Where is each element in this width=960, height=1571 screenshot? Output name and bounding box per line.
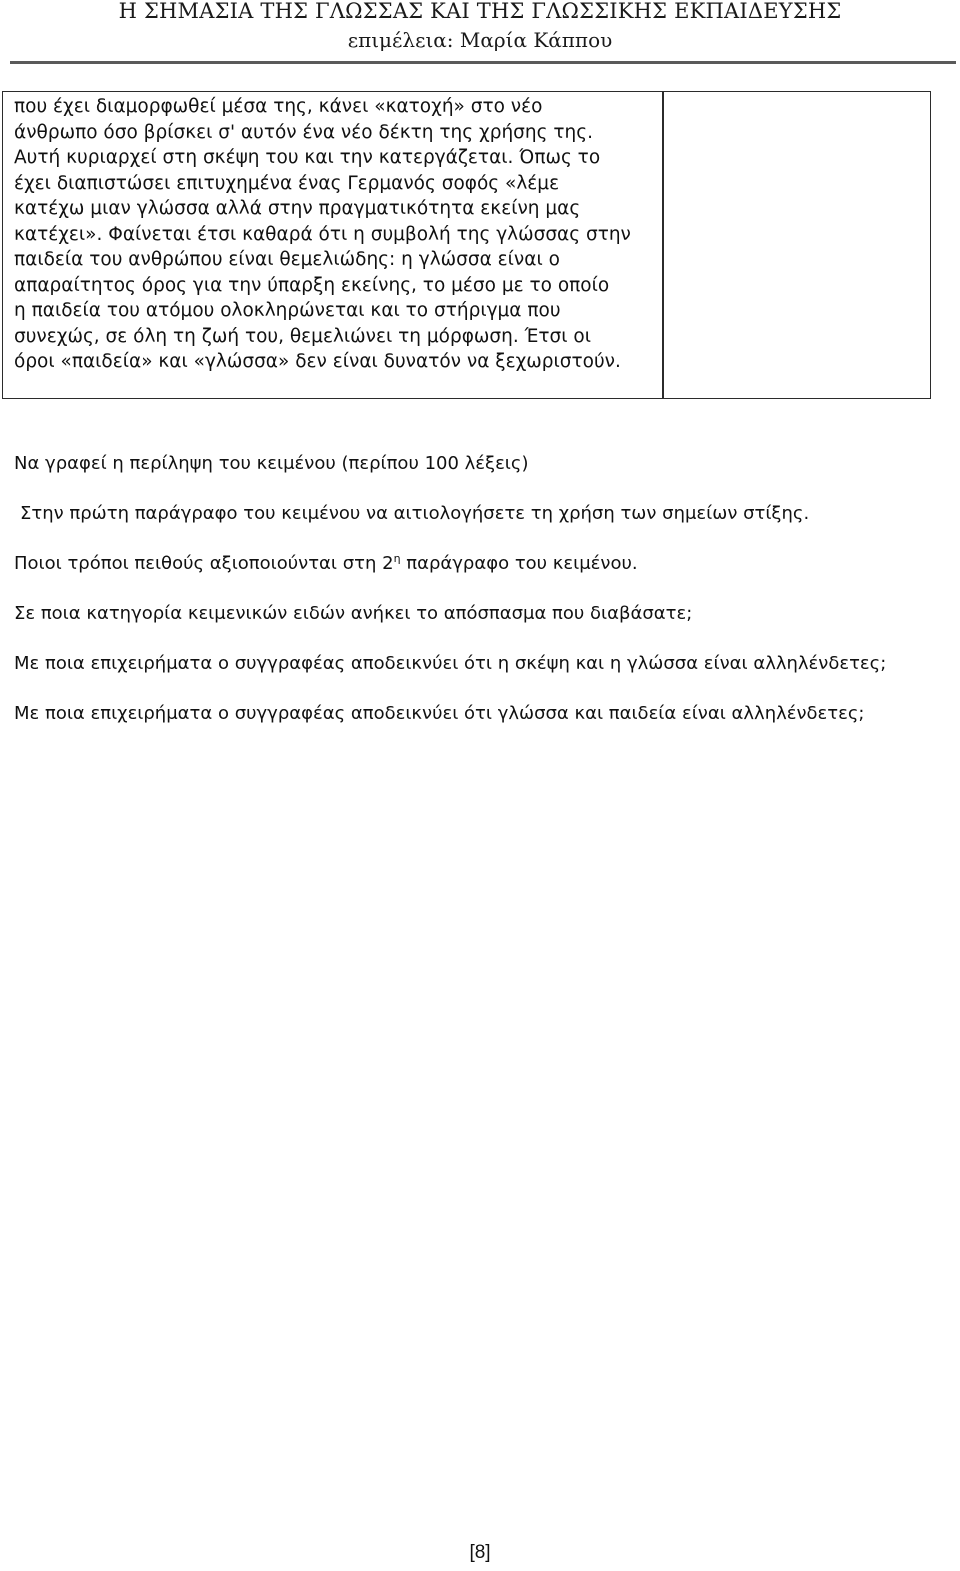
passage-line: η παιδεία του ατόμου ολοκληρώνεται και το στήριγμα που <box>14 300 561 321</box>
passage-line: Αυτή κυριαρχεί στη σκέψη του και την κατεργάζεται. Όπως το <box>14 147 601 168</box>
header-subtitle: επιμέλεια: Μαρία Κάππου <box>347 28 613 52</box>
passage-line: όροι «παιδεία» και «γλώσσα» δεν είναι δυνατόν να ξεχωριστούν. <box>14 351 621 372</box>
passage-line: που έχει διαμορφωθεί μέσα της, κάνει «κατοχή» στο νέο <box>14 96 543 117</box>
table-column-divider <box>662 92 664 398</box>
passage-line: κατέχει». Φαίνεται έτσι καθαρά ότι η συμβολή της γλώσσας στην <box>14 223 631 245</box>
page-number: [8] <box>469 1542 491 1563</box>
question-language-education: Με ποια επιχειρήματα ο συγγραφέας αποδεικνύει ότι γλώσσα και παιδεία είναι αλληλένδετες; <box>14 703 865 724</box>
question-persuasion <box>14 552 638 576</box>
question-persuasion-before: Ποιοι τρόποι πειθούς αξιοποιούνται στη 2 <box>14 553 394 574</box>
question-persuasion-superscript: η <box>393 552 401 565</box>
header-title: Η ΣΗΜΑΣΙΑ ΤΗΣ ΓΛΩΣΣΑΣ ΚΑΙ ΤΗΣ ΓΛΩΣΣΙΚΗΣ ΕΚΠΑΙΔΕΥΣΗΣ <box>118 0 842 23</box>
question-punctuation: Στην πρώτη παράγραφο του κειμένου να αιτιολογήσετε τη χρήση των σημείων στίξης. <box>20 503 810 524</box>
question-summary: Να γραφεί η περίληψη του κειμένου (περίπου 100 λέξεις) <box>14 453 529 474</box>
passage-line: συνεχώς, σε όλη τη ζωή του, θεμελιώνει τη μόρφωση. Έτσι οι <box>14 325 591 347</box>
passage-table <box>2 91 931 399</box>
header-divider <box>10 61 956 64</box>
passage-line: απαραίτητος όρος για την ύπαρξη εκείνης, το μέσο με το οποίο <box>14 274 610 296</box>
question-persuasion-after: παράγραφο του κειμένου. <box>400 553 638 574</box>
passage-text-cell <box>14 94 654 375</box>
passage-line: κατέχω μιαν γλώσσα αλλά στην πραγματικότητα εκείνη μας <box>14 198 581 219</box>
question-genre: Σε ποια κατηγορία κειμενικών ειδών ανήκει το απόσπασμα που διαβάσατε; <box>14 603 693 624</box>
passage-line: άνθρωπο όσο βρίσκει σ' αυτόν ένα νέο δέκτη της χρήσης της. <box>14 121 593 143</box>
question-thought-language: Με ποια επιχειρήματα ο συγγραφέας αποδεικνύει ότι η σκέψη και η γλώσσα είναι αλληλένδετες; <box>14 653 887 674</box>
passage-line: έχει διαπιστώσει επιτυχημένα ένας Γερμανός σοφός «λέμε <box>14 172 560 194</box>
passage-line: παιδεία του ανθρώπου είναι θεμελιώδης: η γλώσσα είναι ο <box>14 249 560 270</box>
